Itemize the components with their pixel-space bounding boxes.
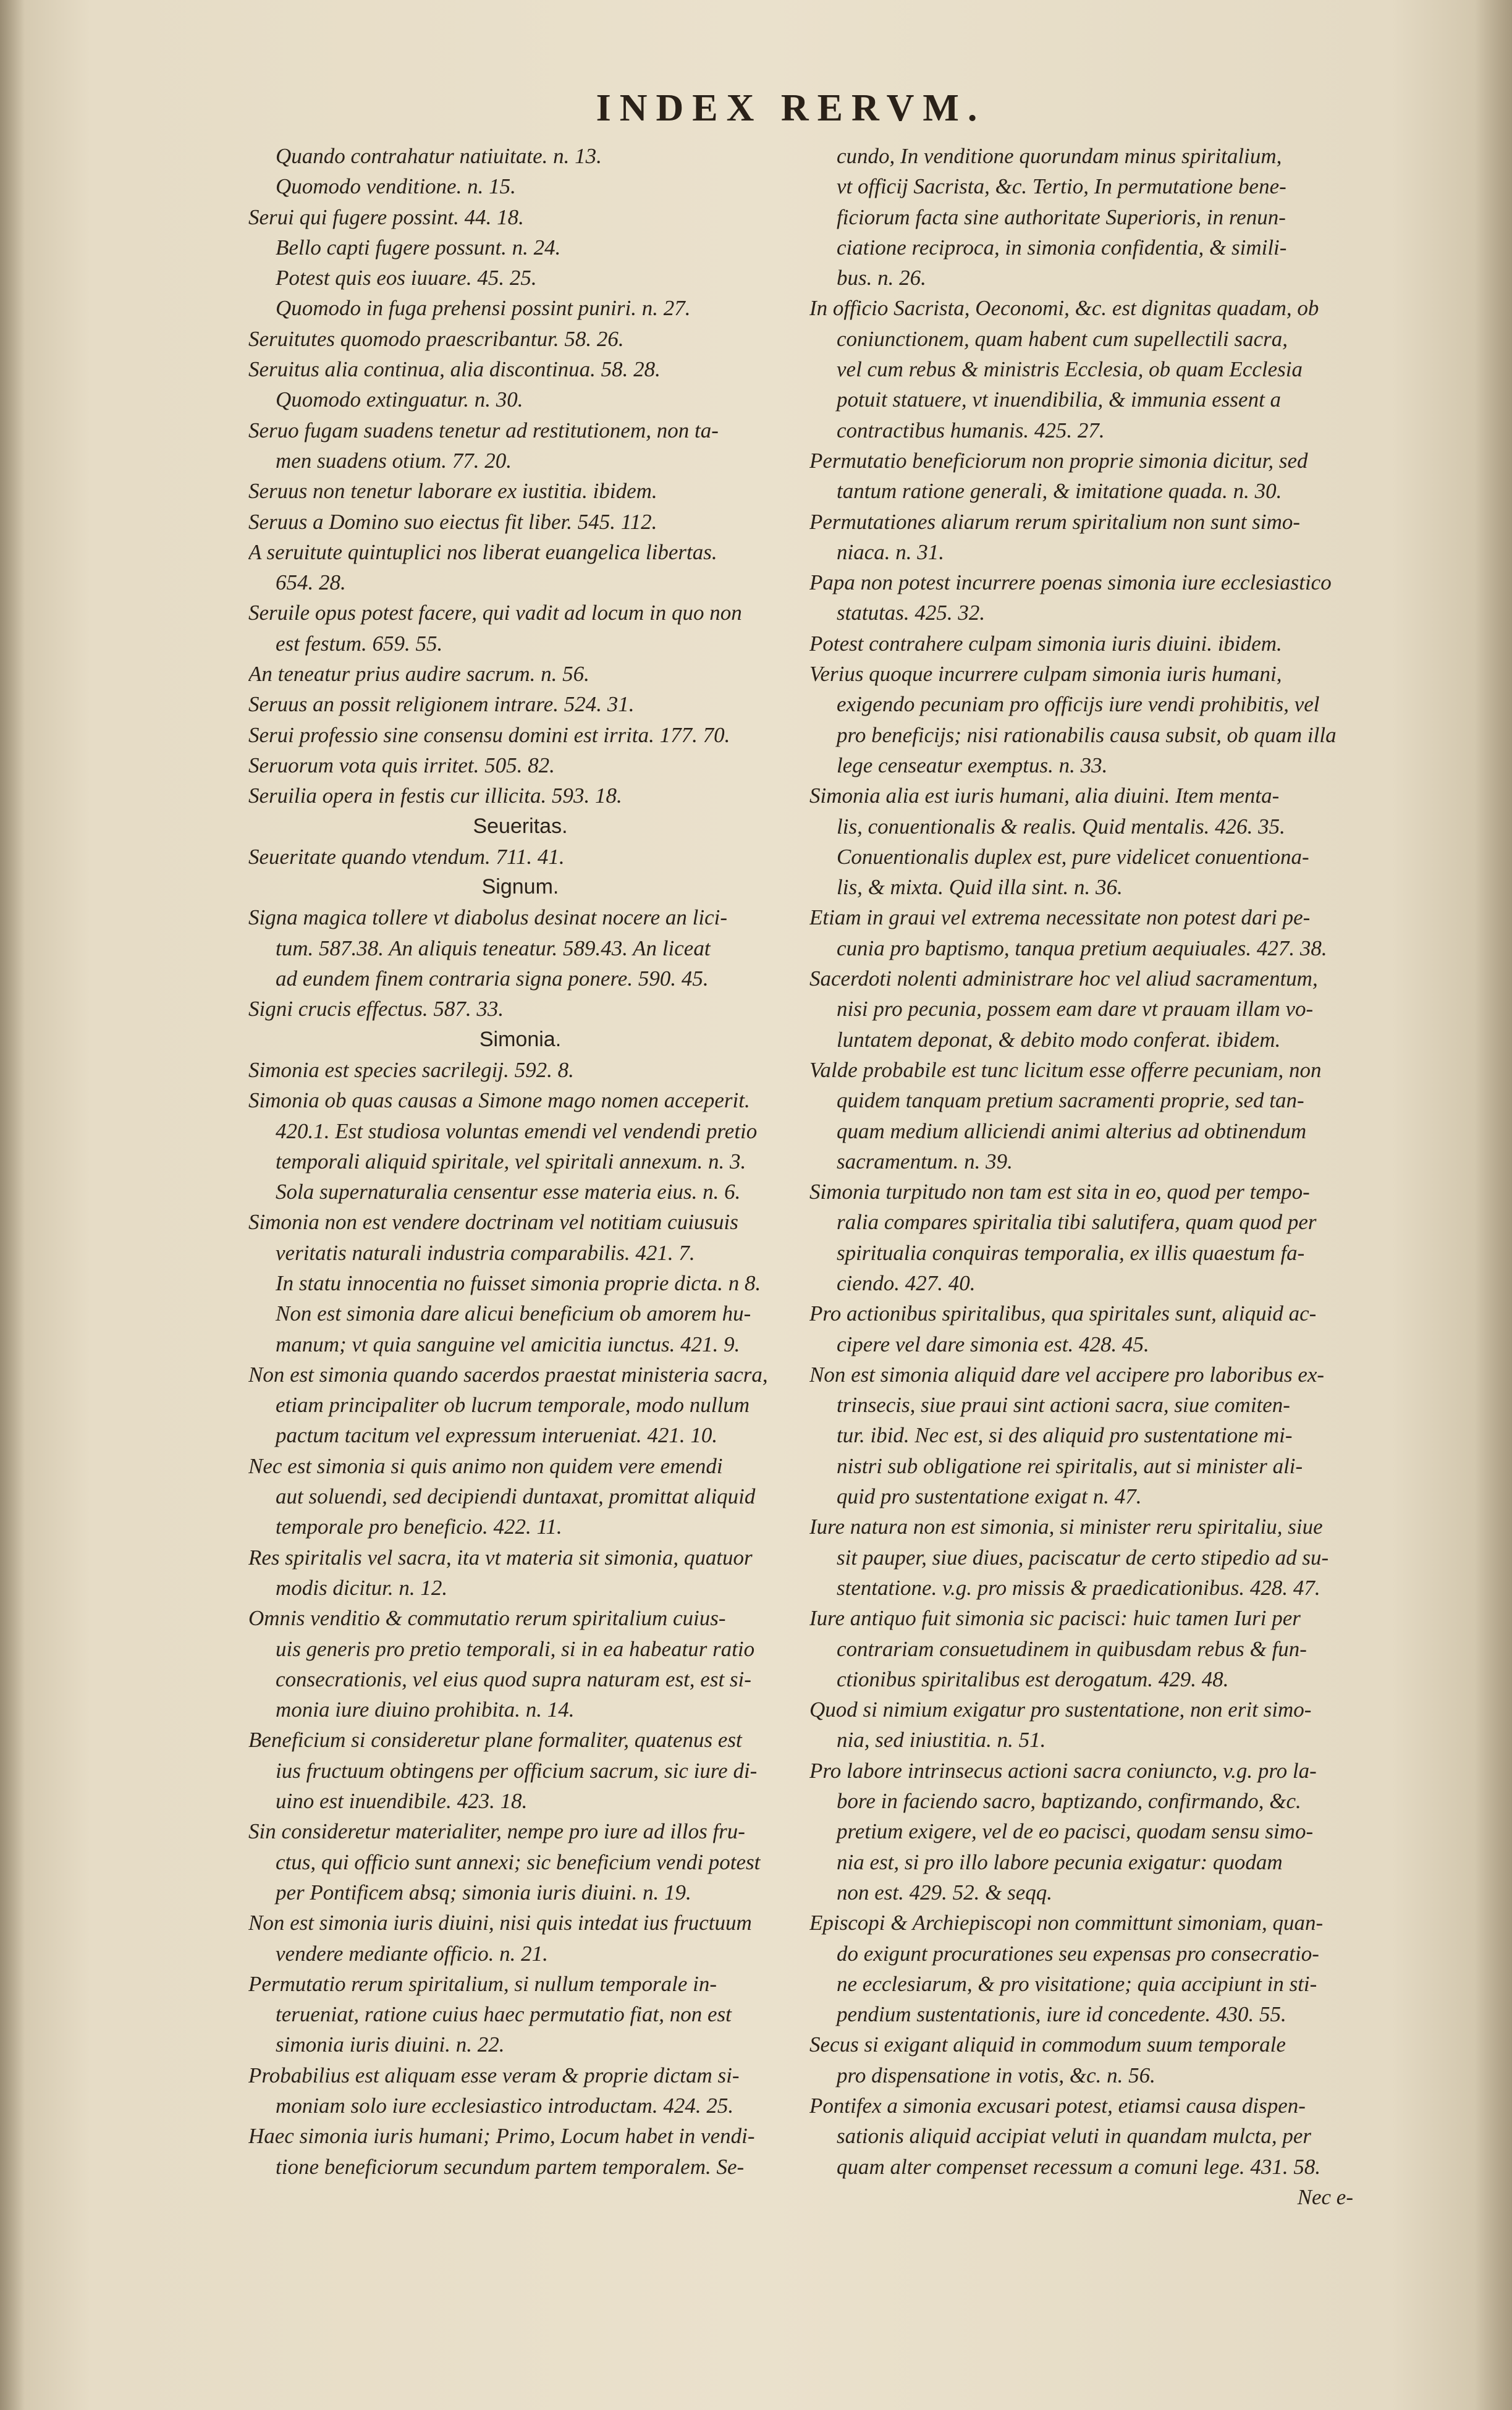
index-line: trinsecis, siue praui sint actioni sacra, siue comiten- bbox=[837, 1393, 1290, 1418]
index-line: vel cum rebus & ministris Ecclesia, ob quam Ecclesia bbox=[837, 357, 1303, 382]
page-shadow-right bbox=[1475, 0, 1512, 2410]
index-line: Simonia non est vendere doctrinam vel notitiam cuiusuis bbox=[248, 1210, 738, 1235]
index-line: Potest contrahere culpam simonia iuris diuini. ibidem. bbox=[809, 631, 1282, 656]
index-line: do exigunt procurationes seu expensas pro consecratio- bbox=[837, 1941, 1319, 1966]
index-line: manum; vt quia sanguine vel amicitia iunctus. 421. 9. bbox=[276, 1332, 740, 1356]
index-line: Quod si nimium exigatur pro sustentatione, non erit simo- bbox=[809, 1698, 1312, 1722]
index-line: Nec est simonia si quis animo non quidem vere emendi bbox=[248, 1453, 723, 1478]
index-line: Papa non potest incurrere poenas simonia iure ecclesiastico bbox=[809, 570, 1332, 595]
index-line: quam alter compenset recessum a comuni lege. 431. 58. bbox=[837, 2154, 1321, 2179]
index-line: Permutationes aliarum rerum spiritalium non sunt simo- bbox=[809, 509, 1300, 534]
index-line: lis, conuentionalis & realis. Quid mentalis. 426. 35. bbox=[837, 814, 1285, 839]
index-line: nia est, si pro illo labore pecunia exigatur: quodam bbox=[837, 1850, 1283, 1874]
index-line: Quomodo extinguatur. n. 30. bbox=[276, 387, 523, 412]
index-line: ficiorum facta sine authoritate Superioris, in renun- bbox=[837, 205, 1286, 229]
index-line: Episcopi & Archiepiscopi non committunt simoniam, quan- bbox=[809, 1911, 1324, 1935]
index-line: tione beneficiorum secundum partem temporalem. Se- bbox=[276, 2154, 745, 2179]
index-line: Bello capti fugere possunt. n. 24. bbox=[276, 235, 561, 260]
index-line: uino est inuendibile. 423. 18. bbox=[276, 1789, 528, 1814]
index-line: monia iure diuino prohibita. n. 14. bbox=[276, 1698, 575, 1722]
index-line: lege censeatur exemptus. n. 33. bbox=[837, 753, 1108, 777]
index-line: Signi crucis effectus. 587. 33. bbox=[248, 997, 504, 1021]
index-line: Sola supernaturalia censentur esse materia eius. n. 6. bbox=[276, 1180, 741, 1204]
index-line: nistri sub obligatione rei spiritalis, aut si minister ali- bbox=[837, 1453, 1303, 1478]
section-heading: Seueritas. bbox=[473, 814, 568, 838]
index-line: Seruilia opera in festis cur illicita. 593. 18. bbox=[248, 784, 622, 808]
index-line: Quando contrahatur natiuitate. n. 13. bbox=[276, 144, 602, 168]
index-line: Serui professio sine consensu domini est irrita. 177. 70. bbox=[248, 722, 730, 747]
index-line: ciatione reciproca, in simonia confidentia, & simili- bbox=[837, 235, 1287, 260]
index-line: Simonia ob quas causas a Simone mago nomen acceperit. bbox=[248, 1088, 750, 1113]
index-line: nia, sed iniustitia. n. 51. bbox=[837, 1728, 1046, 1753]
index-line: quid pro sustentatione exigat n. 47. bbox=[837, 1484, 1142, 1509]
index-line: Beneficium si consideretur plane formaliter, quatenus est bbox=[248, 1728, 742, 1753]
index-line: pactum tacitum vel expressum interueniat. 421. 10. bbox=[276, 1423, 718, 1448]
index-line: Seruus non tenetur laborare ex iustitia. ibidem. bbox=[248, 479, 657, 504]
index-line: 420.1. Est studiosa voluntas emendi vel vendendi pretio bbox=[276, 1118, 758, 1143]
index-line: Seruitutes quomodo praescribantur. 58. 26. bbox=[248, 326, 624, 351]
index-line: exigendo pecuniam pro officijs iure vendi prohibitis, vel bbox=[837, 692, 1320, 717]
index-line: ralia compares spiritalia tibi salutifera, quam quod per bbox=[837, 1210, 1317, 1235]
index-line: ius fructuum obtingens per officium sacrum, sic iure di- bbox=[276, 1758, 758, 1783]
index-line: Non est simonia dare alicui beneficium ob amorem hu- bbox=[276, 1301, 751, 1326]
index-line: Seruitus alia continua, alia discontinua. 58. 28. bbox=[248, 357, 661, 382]
index-line: ctionibus spiritalibus est derogatum. 429. 48. bbox=[837, 1667, 1229, 1691]
index-line: In officio Sacrista, Oeconomi, &c. est dignitas quadam, ob bbox=[809, 296, 1319, 321]
index-line: Valde probabile est tunc licitum esse offerre pecuniam, non bbox=[809, 1057, 1322, 1082]
index-line: Seruile opus potest facere, qui vadit ad locum in quo non bbox=[248, 601, 742, 625]
index-line: Pro actionibus spiritalibus, qua spiritales sunt, aliquid ac- bbox=[809, 1301, 1317, 1326]
page-shadow-left bbox=[0, 0, 25, 2410]
section-heading: Simonia. bbox=[479, 1027, 562, 1051]
index-line: Seruus a Domino suo eiectus fit liber. 545. 112. bbox=[248, 509, 657, 534]
index-line: Etiam in graui vel extrema necessitate non potest dari pe- bbox=[809, 905, 1311, 930]
index-line: Non est simonia iuris diuini, nisi quis intedat ius fructuum bbox=[248, 1911, 752, 1935]
index-line: tantum ratione generali, & imitatione quada. n. 30. bbox=[837, 479, 1282, 504]
index-line: lis, & mixta. Quid illa sint. n. 36. bbox=[837, 875, 1123, 900]
index-line: Permutatio beneficiorum non proprie simonia dicitur, sed bbox=[809, 448, 1308, 473]
index-line: A seruitute quintuplici nos liberat euangelica libertas. bbox=[248, 539, 717, 564]
index-line: ctus, qui officio sunt annexi; sic beneficium vendi potest bbox=[276, 1850, 761, 1874]
index-line: Simonia alia est iuris humani, alia diuini. Item menta- bbox=[809, 784, 1280, 808]
index-line: ciendo. 427. 40. bbox=[837, 1271, 976, 1295]
index-line: Conuentionalis duplex est, pure videlicet conuentiona- bbox=[837, 844, 1309, 869]
index-line: ne ecclesiarum, & pro visitatione; quia accipiunt in sti- bbox=[837, 1971, 1317, 1996]
index-line: Signa magica tollere vt diabolus desinat nocere an lici- bbox=[248, 905, 728, 930]
index-line: Seruo fugam suadens tenetur ad restitutionem, non ta- bbox=[248, 418, 719, 442]
index-line: quidem tanquam pretium sacramenti proprie, sed tan- bbox=[837, 1088, 1304, 1113]
index-line: Non est simonia aliquid dare vel accipere pro laboribus ex- bbox=[809, 1362, 1325, 1387]
index-line: Sin consideretur materialiter, nempe pro iure ad illos fru- bbox=[248, 1819, 745, 1844]
index-line: sationis aliquid accipiat veluti in quandam mulcta, per bbox=[837, 2124, 1311, 2149]
index-line: est festum. 659. 55. bbox=[276, 631, 443, 656]
index-line: coniunctionem, quam habent cum supellectili sacra, bbox=[837, 326, 1288, 351]
index-line: Quomodo venditione. n. 15. bbox=[276, 174, 516, 199]
index-line: cunia pro baptismo, tanqua pretium aequiuales. 427. 38. bbox=[837, 936, 1327, 960]
index-line: spiritualia conquiras temporalia, ex illis quaestum fa- bbox=[837, 1240, 1305, 1265]
index-line: pro dispensatione in votis, &c. n. 56. bbox=[837, 2063, 1155, 2087]
index-column-right bbox=[809, 141, 1353, 2212]
index-line: Haec simonia iuris humani; Primo, Locum habet in vendi- bbox=[248, 2124, 755, 2149]
index-line: potuit statuere, vt inuendibilia, & immunia essent a bbox=[837, 387, 1282, 412]
index-column-left bbox=[248, 141, 792, 2182]
index-line: non est. 429. 52. & seqq. bbox=[837, 1880, 1053, 1905]
index-line: Secus si exigant aliquid in commodum suum temporale bbox=[809, 2032, 1286, 2057]
index-line: Pontifex a simonia excusari potest, etiamsi causa dispen- bbox=[809, 2094, 1306, 2118]
section-heading: Signum. bbox=[481, 875, 559, 899]
index-line: cundo, In venditione quorundam minus spiritalium, bbox=[837, 144, 1282, 168]
index-line: Seruus an possit religionem intrare. 524. 31. bbox=[248, 692, 635, 717]
index-line: simonia iuris diuini. n. 22. bbox=[276, 2032, 505, 2057]
index-line: sacramentum. n. 39. bbox=[837, 1149, 1013, 1173]
index-line: consecrationis, vel eius quod supra naturam est, est si- bbox=[276, 1667, 751, 1691]
index-line: Seueritate quando vtendum. 711. 41. bbox=[248, 844, 565, 869]
index-line: 654. 28. bbox=[276, 570, 346, 595]
index-line: terueniat, ratione cuius haec permutatio fiat, non est bbox=[276, 2002, 732, 2027]
index-line: niaca. n. 31. bbox=[837, 539, 945, 564]
page-header: INDEX RERVM. bbox=[596, 87, 986, 129]
index-line: cipere vel dare simonia est. 428. 45. bbox=[837, 1332, 1149, 1356]
index-line: Seruorum vota quis irritet. 505. 82. bbox=[248, 753, 555, 777]
index-line: modis dicitur. n. 12. bbox=[276, 1575, 448, 1600]
index-line: Iure antiquo fuit simonia sic pacisci: huic tamen Iuri per bbox=[809, 1606, 1301, 1631]
index-line: Verius quoque incurrere culpam simonia iuris humani, bbox=[809, 662, 1282, 687]
index-line: temporali aliquid spiritale, vel spiritali annexum. n. 3. bbox=[276, 1149, 746, 1173]
index-line: Quomodo in fuga prehensi possint puniri. n. 27. bbox=[276, 296, 691, 321]
index-line: vt officij Sacrista, &c. Tertio, In permutatione bene- bbox=[837, 174, 1286, 199]
index-line: uis generis pro pretio temporali, si in ea habeatur ratio bbox=[276, 1636, 755, 1661]
index-line: Potest quis eos iuuare. 45. 25. bbox=[276, 266, 537, 290]
index-line: contrariam consuetudinem in quibusdam rebus & fun- bbox=[837, 1636, 1307, 1661]
index-line: nisi pro pecunia, possem eam dare vt prauam illam vo- bbox=[837, 997, 1314, 1021]
index-line: tum. 587.38. An aliquis teneatur. 589.43. An liceat bbox=[276, 936, 711, 960]
index-line: quam medium alliciendi animi alterius ad obtinendum bbox=[837, 1118, 1307, 1143]
index-line: pendium sustentationis, iure id concedente. 430. 55. bbox=[837, 2002, 1286, 2027]
index-line: contractibus humanis. 425. 27. bbox=[837, 418, 1105, 442]
index-line: Probabilius est aliquam esse veram & proprie dictam si- bbox=[248, 2063, 740, 2087]
index-line: per Pontificem absq; simonia iuris diuini. n. 19. bbox=[276, 1880, 691, 1905]
index-line: bus. n. 26. bbox=[837, 266, 926, 290]
index-line: pro beneficijs; nisi rationabilis causa subsit, ob quam illa bbox=[837, 722, 1337, 747]
index-line: vendere mediante officio. n. 21. bbox=[276, 1941, 548, 1966]
index-line: bore in faciendo sacro, baptizando, confirmando, &c. bbox=[837, 1789, 1301, 1814]
index-line: Res spiritalis vel sacra, ita vt materia sit simonia, quatuor bbox=[248, 1545, 753, 1570]
index-line: temporale pro beneficio. 422. 11. bbox=[276, 1515, 562, 1539]
index-line: luntatem deponat, & debito modo conferat. ibidem. bbox=[837, 1027, 1281, 1052]
index-line: Permutatio rerum spiritalium, si nullum temporale in- bbox=[248, 1971, 717, 1996]
index-line: Pro labore intrinsecus actioni sacra coniuncto, v.g. pro la- bbox=[809, 1758, 1317, 1783]
index-line: moniam solo iure ecclesiastico introductam. 424. 25. bbox=[276, 2094, 734, 2118]
index-line: stentatione. v.g. pro missis & praedicationibus. 428. 47. bbox=[837, 1575, 1320, 1600]
index-line: etiam principaliter ob lucrum temporale, modo nullum bbox=[276, 1393, 750, 1418]
index-line: veritatis naturali industria comparabilis. 421. 7. bbox=[276, 1240, 695, 1265]
index-line: Omnis venditio & commutatio rerum spiritalium cuius- bbox=[248, 1606, 726, 1631]
index-line: Non est simonia quando sacerdos praestat ministeria sacra, bbox=[248, 1362, 768, 1387]
index-line: aut soluendi, sed decipiendi duntaxat, promittat aliquid bbox=[276, 1484, 756, 1509]
index-line: Sacerdoti nolenti administrare hoc vel aliud sacramentum, bbox=[809, 966, 1318, 991]
index-line: sit pauper, siue diues, paciscatur de certo stipedio ad su- bbox=[837, 1545, 1329, 1570]
index-line: Simonia turpitudo non tam est sita in eo, quod per tempo- bbox=[809, 1180, 1310, 1204]
index-line: men suadens otium. 77. 20. bbox=[276, 448, 512, 473]
index-line: Serui qui fugere possint. 44. 18. bbox=[248, 205, 524, 229]
index-line: Iure natura non est simonia, si minister reru spiritaliu, siue bbox=[809, 1515, 1323, 1539]
index-line: statutas. 425. 32. bbox=[837, 601, 986, 625]
index-line: pretium exigere, vel de eo pacisci, quodam sensu simo- bbox=[837, 1819, 1314, 1844]
index-line: ad eundem finem contraria signa ponere. 590. 45. bbox=[276, 966, 709, 991]
index-line: An teneatur prius audire sacrum. n. 56. bbox=[248, 662, 589, 687]
index-line: tur. ibid. Nec est, si des aliquid pro sustentatione mi- bbox=[837, 1423, 1293, 1448]
index-line: In statu innocentia no fuisset simonia proprie dicta. n 8. bbox=[276, 1271, 761, 1295]
index-line: Simonia est species sacrilegij. 592. 8. bbox=[248, 1057, 574, 1082]
catchword: Nec e- bbox=[1297, 2184, 1353, 2209]
